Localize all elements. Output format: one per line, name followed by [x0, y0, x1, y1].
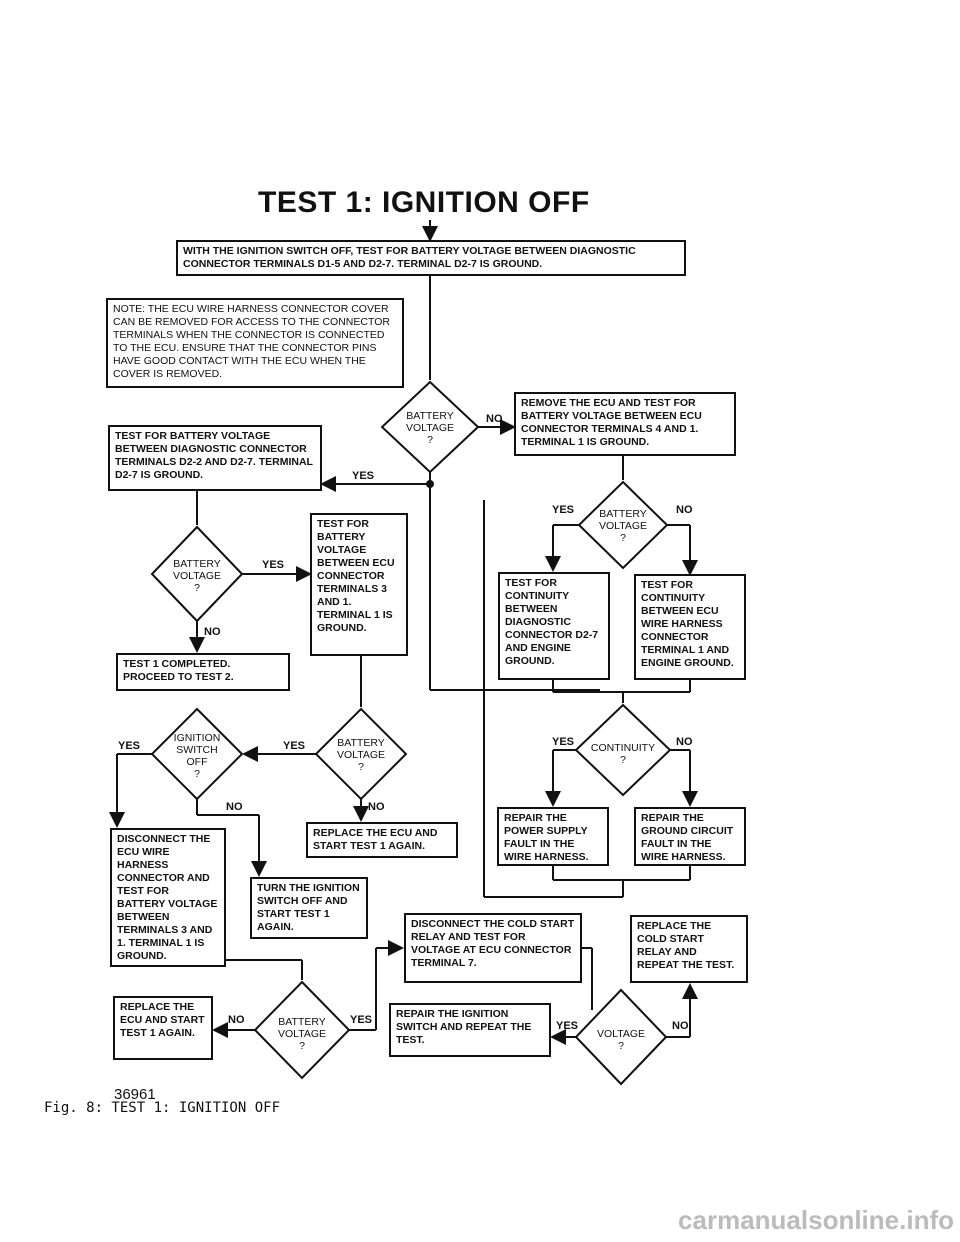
branch-label-no: NO	[486, 413, 503, 425]
branch-label-yes: YES	[552, 504, 575, 516]
branch-label-no: NO	[676, 736, 693, 748]
branch-label-no: NO	[226, 801, 243, 813]
watermark: carmanualsonline.info	[678, 1205, 954, 1235]
step-box-continuity-harness: TEST FOR CONTINUITY BETWEEN ECU WIRE HARNESS CONNECTOR TERMINAL 1 AND ENGINE GROUND.	[634, 574, 746, 680]
branch-label-no: NO	[228, 1014, 245, 1026]
step-box-replace-ecu-again: REPLACE THE ECU AND START TEST 1 AGAIN.	[113, 996, 213, 1060]
step-box-ignition-off-test: WITH THE IGNITION SWITCH OFF, TEST FOR BATTERY VOLTAGE BETWEEN DIAGNOSTIC CONNECTOR TERMINALS D1-5 AND D2-7. TERMINAL D2-7 IS GROUND.	[176, 240, 686, 276]
decision-label: CONTINUITY ?	[590, 742, 656, 766]
step-box-repair-ground: REPAIR THE GROUND CIRCUIT FAULT IN THE WIRE HARNESS.	[634, 807, 746, 866]
branch-label-no: NO	[204, 626, 221, 638]
branch-label-yes: YES	[552, 736, 575, 748]
figure-caption: Fig. 8: TEST 1: IGNITION OFF	[44, 1100, 281, 1116]
step-box-remove-ecu: REMOVE THE ECU AND TEST FOR BATTERY VOLTAGE BETWEEN ECU CONNECTOR TERMINALS 4 AND 1. TERMINAL 1 IS GROUND.	[514, 392, 736, 456]
branch-label-yes: YES	[262, 559, 285, 571]
step-box-cold-start-relay: DISCONNECT THE COLD START RELAY AND TEST FOR VOLTAGE AT ECU CONNECTOR TERMINAL 7.	[404, 913, 582, 983]
step-box-replace-cold-relay: REPLACE THE COLD START RELAY AND REPEAT THE TEST.	[630, 915, 748, 983]
figure-id: 36961	[114, 1086, 156, 1103]
branch-label-yes: YES	[118, 740, 141, 752]
step-box-test-ecu-3: TEST FOR BATTERY VOLTAGE BETWEEN ECU CONNECTOR TERMINALS 3 AND 1. TERMINAL 1 IS GROUND.	[310, 513, 408, 656]
diagram-title: TEST 1: IGNITION OFF	[258, 186, 590, 219]
step-box-test-completed: TEST 1 COMPLETED. PROCEED TO TEST 2.	[116, 653, 290, 691]
branch-label-no: NO	[676, 504, 693, 516]
step-box-disconnect-ecu-harness: DISCONNECT THE ECU WIRE HARNESS CONNECTOR AND TEST FOR BATTERY VOLTAGE BETWEEN TERMINALS 3 AND 1. TERMINAL 1 IS GROUND.	[110, 828, 226, 967]
step-box-repair-power: REPAIR THE POWER SUPPLY FAULT IN THE WIRE HARNESS.	[497, 807, 609, 866]
step-box-turn-ignition-off: TURN THE IGNITION SWITCH OFF AND START TEST 1 AGAIN.	[250, 877, 368, 939]
branch-label-yes: YES	[350, 1014, 373, 1026]
step-box-continuity-diag: TEST FOR CONTINUITY BETWEEN DIAGNOSTIC CONNECTOR D2-7 AND ENGINE GROUND.	[498, 572, 610, 680]
decision-label: BATTERY VOLTAGE ?	[405, 410, 455, 446]
branch-label-yes: YES	[352, 470, 375, 482]
branch-label-no: NO	[672, 1020, 689, 1032]
decision-label: BATTERY VOLTAGE ?	[336, 737, 386, 773]
decision-label: BATTERY VOLTAGE ?	[277, 1016, 327, 1052]
decision-label: BATTERY VOLTAGE ?	[172, 558, 222, 594]
decision-label: IGNITION SWITCH OFF ?	[173, 732, 221, 780]
decision-label: VOLTAGE ?	[596, 1028, 646, 1052]
step-box-repair-ignition-switch: REPAIR THE IGNITION SWITCH AND REPEAT THE TEST.	[389, 1003, 551, 1057]
step-box-test-d2-2: TEST FOR BATTERY VOLTAGE BETWEEN DIAGNOSTIC CONNECTOR TERMINALS D2-2 AND D2-7. TERMINAL D2-7 IS GROUND.	[108, 425, 322, 491]
decision-label: BATTERY VOLTAGE ?	[598, 508, 648, 544]
branch-label-yes: YES	[283, 740, 306, 752]
step-box-replace-ecu: REPLACE THE ECU AND START TEST 1 AGAIN.	[306, 822, 458, 858]
note-box: NOTE: THE ECU WIRE HARNESS CONNECTOR COVER CAN BE REMOVED FOR ACCESS TO THE CONNECTOR TERMINALS WHEN THE CONNECTOR IS CONNECTED TO THE ECU. ENSURE THAT THE CONNECTOR PINS HAVE GOOD CONTACT WITH THE ECU WHEN THE COVER IS REMOVED.	[106, 298, 404, 388]
branch-label-yes: YES	[556, 1020, 579, 1032]
branch-label-no: NO	[368, 801, 385, 813]
